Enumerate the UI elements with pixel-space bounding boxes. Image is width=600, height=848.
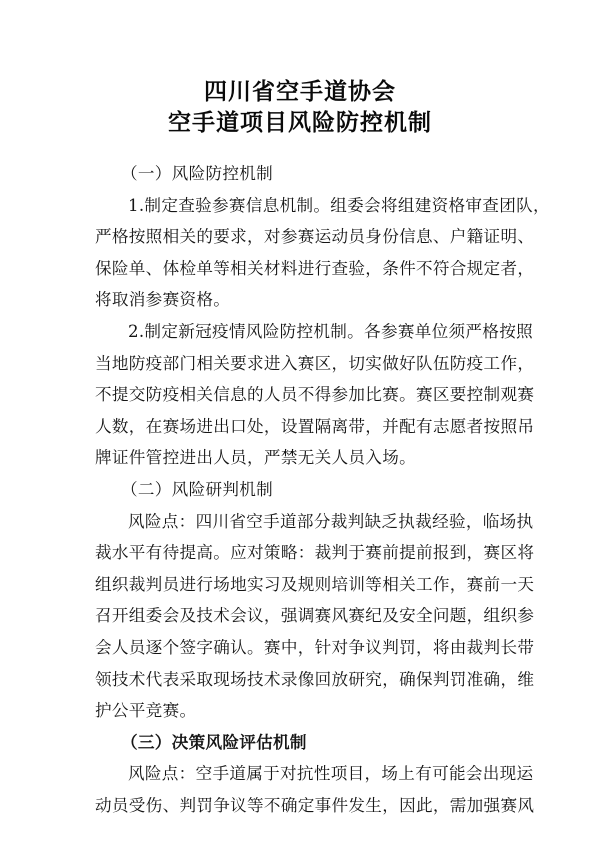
paragraph-line: 牌证件管控进出人员，严禁无关人员入场。 (95, 448, 416, 468)
paragraph-line: 风险点：空手道属于对抗性项目，场上有可能会出现运 (128, 764, 534, 784)
document-subtitle: 空手道项目风险防控机制 (168, 109, 432, 136)
paragraph-line: 组织裁判员进行场地实习及规则培训等相关工作，赛前一天 (95, 574, 535, 594)
section-heading: （二）风险研判机制 (121, 479, 274, 499)
paragraph-line: 严格按照相关的要求，对参赛运动员身份信息、户籍证明、 (95, 227, 535, 247)
paragraph-line: 当地防疫部门相关要求进入赛区，切实做好队伍防疫工作， (95, 353, 535, 373)
paragraph-line: 1.制定查验参赛信息机制。组委会将组建资格审查团队， (128, 195, 550, 215)
paragraph-line: 召开组委会及技术会议，强调赛风赛纪及安全问题，组织参 (95, 606, 535, 626)
document-title: 四川省空手道协会 (204, 78, 396, 105)
paragraph-line: 保险单、体检单等相关材料进行查验，条件不符合规定者， (95, 258, 535, 278)
paragraph-line: 人数，在赛场进出口处，设置隔离带，并配有志愿者按照吊 (95, 416, 535, 436)
paragraph-line: 护公平竞赛。 (95, 701, 197, 721)
paragraph-line: 不提交防疫相关信息的人员不得参加比赛。赛区要控制观赛 (95, 385, 535, 405)
paragraph-line: 动员受伤、判罚争议等不确定事件发生，因此，需加强赛风 (95, 795, 535, 815)
paragraph-line: 将取消参赛资格。 (95, 290, 231, 310)
section-heading: （三）决策风险评估机制 (121, 731, 307, 752)
paragraph-line: 裁水平有待提高。应对策略：裁判于赛前提前报到，赛区将 (95, 543, 535, 563)
paragraph-line: 领技术代表采取现场技术录像回放研究，确保判罚准确，维 (95, 669, 535, 689)
paragraph-line: 会人员逐个签字确认。赛中，针对争议判罚，将由裁判长带 (95, 637, 535, 657)
paragraph-line: 风险点：四川省空手道部分裁判缺乏执裁经验，临场执 (128, 511, 534, 531)
document-body (95, 158, 550, 821)
section-heading: （一）风险防控机制 (121, 164, 274, 183)
paragraph-line: 2.制定新冠疫情风险防控机制。各参赛单位须严格按照 (128, 321, 533, 341)
